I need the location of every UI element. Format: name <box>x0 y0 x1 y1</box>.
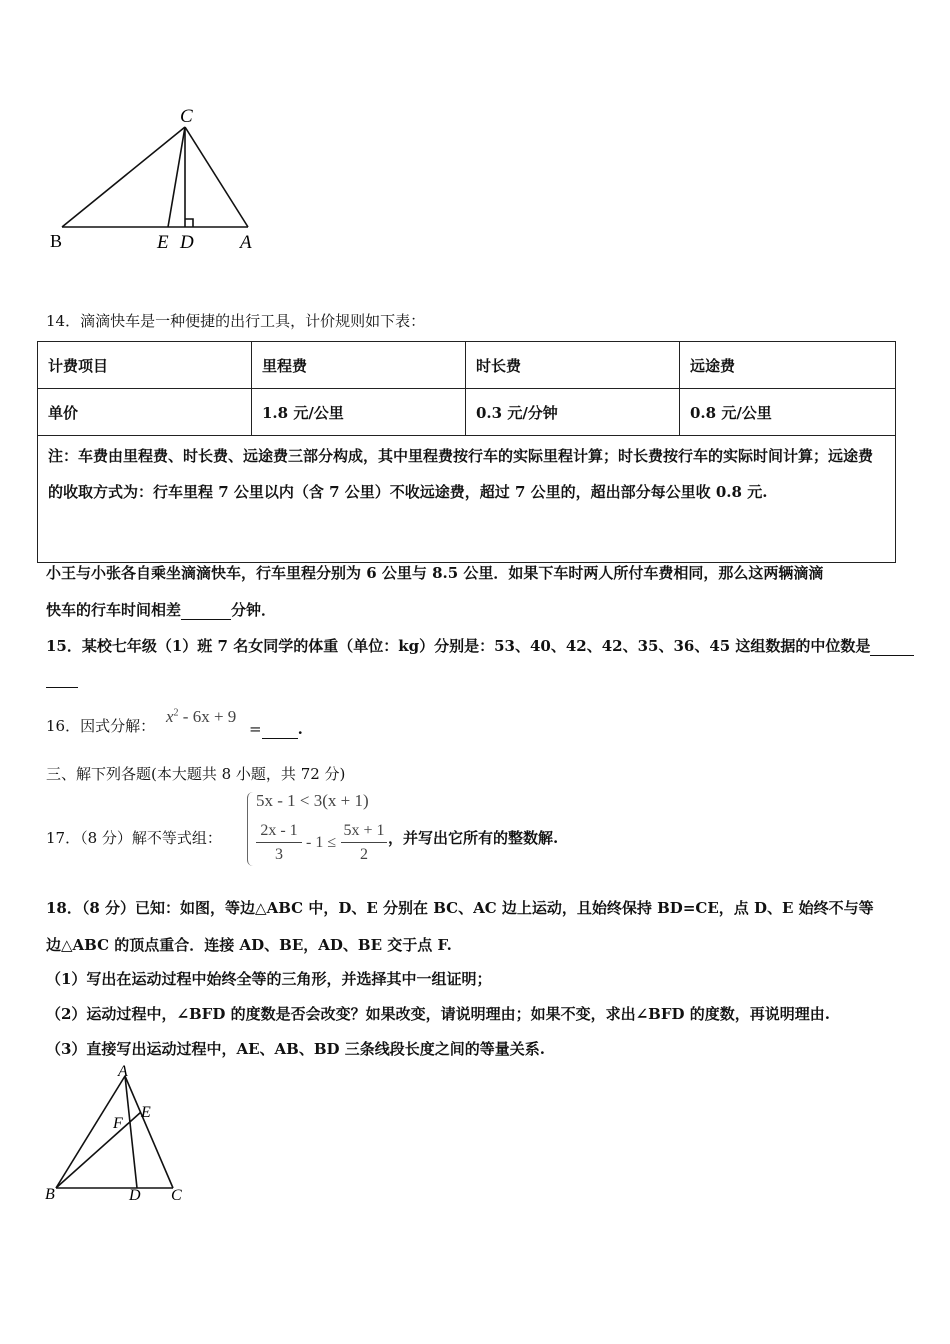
q16-prefix: 16．因式分解： <box>46 717 156 735</box>
q18-sub3: （3）直接写出运动过程中，AE、AB、BD 三条线段长度之间的等量关系. <box>46 1040 545 1058</box>
table-header-cell: 远途费 <box>680 342 896 389</box>
right-angle-mark <box>185 219 193 227</box>
q17-fraction-1-den: 3 <box>275 846 283 863</box>
table-header-cell: 计费项目 <box>38 342 252 389</box>
q14-line1: 小王与小张各自乘坐滴滴快车，行车里程分别为 6 公里与 8.5 公里．如果下车时两人所付车费相同，那么这两辆滴滴 <box>46 564 824 582</box>
q17-fraction-1-num: 2x - 1 <box>256 822 302 843</box>
answer-blank-continued[interactable] <box>46 687 78 688</box>
q16-expression <box>166 707 236 727</box>
label-E: E <box>141 1104 151 1121</box>
q18-sub2: （2）运动过程中，∠BFD 的度数是否会改变？如果改变，请说明理由；如果不变，求出∠BFD 的度数，再说明理由. <box>46 1005 830 1023</box>
q15-text <box>46 636 914 656</box>
table-header-cell: 时长费 <box>466 342 680 389</box>
fee-table <box>37 341 896 563</box>
label-B: B <box>45 1186 55 1203</box>
table-cell: 单价 <box>38 389 252 436</box>
q14-line2 <box>46 600 276 620</box>
q17-fraction-2 <box>341 822 387 864</box>
label-D: D <box>180 232 194 253</box>
q14-line2-text: 快车的行车时间相差 <box>46 601 182 619</box>
label-F: F <box>113 1115 123 1132</box>
q16-exponent: 2 <box>173 707 179 719</box>
segment-AC <box>125 1076 173 1188</box>
label-A: A <box>240 232 252 253</box>
q17-inequality-1: 5x - 1 < 3(x + 1) <box>256 791 369 810</box>
q17-suffix: ，并写出它所有的整数解. <box>388 829 559 847</box>
segment-BE <box>56 1112 141 1188</box>
q17-prefix: 17．（8 分）解不等式组： <box>46 829 222 847</box>
table-row <box>38 389 896 436</box>
table-cell: 0.8 元/公里 <box>680 389 896 436</box>
q16-rest: - 6x + 9 <box>178 707 237 726</box>
label-B: B <box>50 231 63 251</box>
section-title: 三、解下列各题(本大题共 8 小题，共 72 分) <box>46 765 346 783</box>
label-D: D <box>129 1187 141 1204</box>
q18-line2: 边△ABC 的顶点重合．连接 AD、BE，AD、BE 交于点 F. <box>46 936 452 954</box>
answer-blank[interactable] <box>181 603 231 620</box>
table-cell: 1.8 元/公里 <box>252 389 466 436</box>
q14-intro: 14．滴滴快车是一种便捷的出行工具，计价规则如下表： <box>46 312 426 330</box>
label-A: A <box>118 1063 128 1080</box>
q16-period: . <box>297 720 303 738</box>
label-C: C <box>171 1187 182 1204</box>
q17-minus-one: - 1 ≤ <box>306 834 337 851</box>
triangle-figure-18 <box>40 1062 200 1210</box>
q17-fraction-1 <box>256 822 302 864</box>
q15-statement: 15．某校七年级（1）班 7 名女同学的体重（单位：kg）分别是：53、40、42、42、35、36、45 这组数据的中位数是 <box>46 637 871 655</box>
segment-AD <box>125 1076 137 1188</box>
segment-CE <box>168 127 185 227</box>
q16-answer <box>249 719 303 739</box>
table-note-row <box>38 436 896 563</box>
q16-var: x <box>166 707 174 726</box>
triangle-figure-13 <box>40 100 270 260</box>
answer-blank[interactable] <box>870 639 914 656</box>
q17-fraction-2-den: 2 <box>360 846 368 863</box>
q18-line1: 18．（8 分）已知：如图，等边△ABC 中，D、E 分别在 BC、AC 边上运动，且始终保持 BD=CE，点 D、E 始终不与等 <box>46 899 874 917</box>
segment-BC <box>62 127 185 227</box>
table-header-cell: 里程费 <box>252 342 466 389</box>
label-C: C <box>180 106 193 127</box>
label-E: E <box>157 232 169 253</box>
table-header-row <box>38 342 896 389</box>
q16-text <box>46 716 155 736</box>
q17-fraction-2-num: 5x + 1 <box>341 822 387 843</box>
inequality-brace <box>247 792 254 866</box>
q14-line2-end: 分钟． <box>231 601 277 619</box>
table-cell: 0.3 元/分钟 <box>466 389 680 436</box>
q18-sub1: （1）写出在运动过程中始终全等的三角形，并选择其中一组证明； <box>46 970 492 988</box>
table-note: 注：车费由里程费、时长费、远途费三部分构成，其中里程费按行车的实际里程计算；时长费按行车的实际时间计算；远途费的收取方式为：行车里程 7 公里以内（含 7 公里）不收远途费，超过 7 公里的，超出部分每公里收 0.8 元. <box>38 436 896 563</box>
q16-equals: = <box>249 720 262 738</box>
answer-blank[interactable] <box>262 722 298 739</box>
segment-CA <box>185 127 248 227</box>
segment-AB <box>56 1076 125 1188</box>
